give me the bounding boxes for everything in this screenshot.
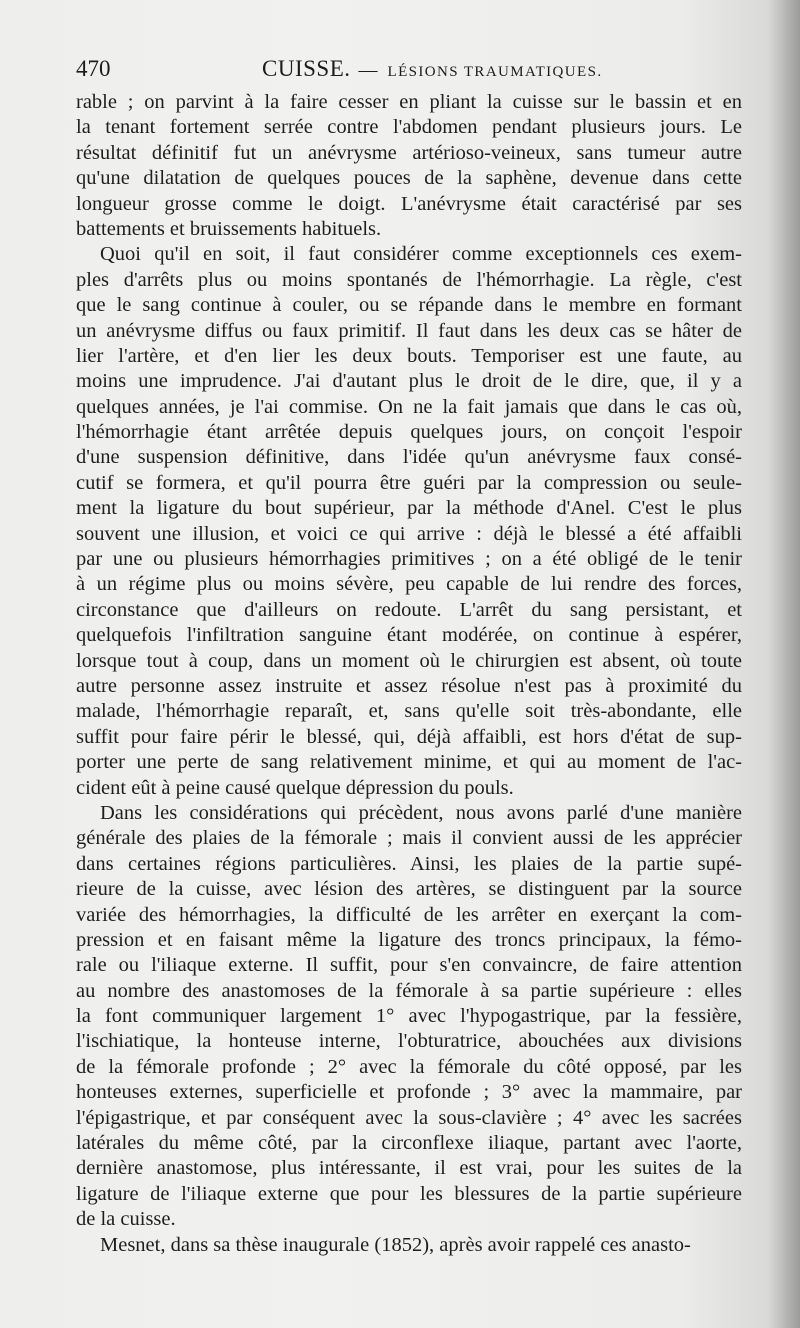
text-line: rable ; on parvint à la faire cesser en pliant la cuisse sur le bassin et en bbox=[76, 91, 742, 113]
text-line: d'une suspension définitive, dans l'idée qu'un anévrysme faux consé- bbox=[76, 446, 742, 469]
text-line: résultat définitif fut un anévrysme artérioso-veineux, sans tumeur autre bbox=[76, 141, 742, 164]
text-line: ples d'arrêts plus ou moins spontanés de l'hémorrhagie. La règle, c'est bbox=[76, 268, 742, 291]
text-line: ment la ligature du bout supérieur, par la méthode d'Anel. C'est le plus bbox=[76, 497, 742, 520]
text-line: Dans les considérations qui précèdent, nous avons parlé d'une manière bbox=[100, 801, 742, 824]
text-line: quelques années, je l'ai commise. On ne la fait jamais que dans le cas où, bbox=[76, 395, 742, 418]
text-line: malade, l'hémorrhagie reparaît, et, sans qu'elle soit très-abondante, elle bbox=[76, 700, 742, 723]
text-line: générale des plaies de la fémorale ; mais il convient aussi de les apprécier bbox=[76, 827, 742, 850]
text-line: porter une perte de sang relativement minime, et qui au moment de l'ac- bbox=[76, 751, 742, 774]
text-line: dernière anastomose, plus intéressante, il est vrai, pour les suites de la bbox=[76, 1157, 742, 1180]
body-text bbox=[76, 90, 742, 1258]
text-line: quelquefois l'infiltration sanguine étant modérée, on continue à espérer, bbox=[76, 624, 742, 647]
text-line: l'hémorrhagie étant arrêtée depuis quelques jours, on conçoit l'espoir bbox=[76, 421, 742, 444]
running-head-subtitle: LÉSIONS TRAUMATIQUES. bbox=[387, 64, 603, 80]
text-line: lorsque tout à coup, dans un moment où le chirurgien est absent, où toute bbox=[76, 649, 742, 672]
running-head-separator: — bbox=[358, 60, 378, 81]
text-line: que le sang continue à couler, ou se répande dans le membre en formant bbox=[76, 294, 742, 317]
text-line: Quoi qu'il en soit, il faut considérer comme exceptionnels ces exem- bbox=[100, 243, 742, 266]
text-line: moins une imprudence. J'ai d'autant plus le droit de le dire, que, il y a bbox=[76, 370, 742, 393]
running-head-title: CUISSE. bbox=[262, 56, 351, 81]
text-line: cident eût à peine causé quelque dépression du pouls. bbox=[76, 776, 514, 799]
text-line: longueur grosse comme le doigt. L'anévrysme était caractérisé par ses bbox=[76, 192, 742, 215]
text-line: suffit pour faire périr le blessé, qui, déjà affaibli, est hors d'état de sup- bbox=[76, 725, 742, 748]
text-line: par une ou plusieurs hémorrhagies primitives ; on a été obligé de le tenir bbox=[76, 548, 742, 571]
running-head bbox=[262, 56, 602, 82]
text-line: variée des hémorrhagies, la difficulté de les arrêter en exerçant la com- bbox=[76, 903, 742, 926]
page-number: 470 bbox=[76, 56, 111, 81]
text-line: l'épigastrique, et par conséquent avec la sous-clavière ; 4° avec les sacrées bbox=[76, 1106, 742, 1129]
page-header bbox=[76, 56, 756, 86]
text-line: circonstance que d'ailleurs on redoute. L'arrêt du sang persistant, et bbox=[76, 598, 742, 621]
text-line: un anévrysme diffus ou faux primitif. Il faut dans les deux cas se hâter de bbox=[76, 319, 742, 342]
text-line: de la cuisse. bbox=[76, 1208, 176, 1231]
text-line: latérales du même côté, par la circonflexe iliaque, partant avec l'aorte, bbox=[76, 1132, 742, 1155]
text-line: dans certaines régions particulières. Ainsi, les plaies de la partie supé- bbox=[76, 852, 742, 875]
text-line: ligature de l'iliaque externe que pour les blessures de la partie supérieure bbox=[76, 1182, 742, 1205]
text-line: Mesnet, dans sa thèse inaugurale (1852), après avoir rappelé ces anasto- bbox=[100, 1233, 691, 1256]
text-line: rieure de la cuisse, avec lésion des artères, se distinguent par la source bbox=[76, 878, 742, 901]
text-line: souvent une illusion, et voici ce qui arrive : déjà le blessé a été affaibli bbox=[76, 522, 742, 545]
text-line: cutif se formera, et qu'il pourra être guéri par la compression ou seule- bbox=[76, 471, 742, 494]
text-line: qu'une dilatation de quelques pouces de la saphène, devenue dans cette bbox=[76, 167, 742, 190]
text-line: autre personne assez instruite et assez résolue n'est pas à proximité du bbox=[76, 674, 742, 697]
text-line: de la fémorale profonde ; 2° avec la fémorale du côté opposé, par les bbox=[76, 1055, 742, 1078]
text-line: la font communiquer largement 1° avec l'hypogastrique, par la fessière, bbox=[76, 1005, 742, 1028]
text-line: pression et en faisant même la ligature des troncs principaux, la fémo- bbox=[76, 928, 742, 951]
text-line: l'ischiatique, la honteuse interne, l'obturatrice, abouchées aux divisions bbox=[76, 1030, 742, 1053]
text-line: à un régime plus ou moins sévère, peu capable de lui rendre des forces, bbox=[76, 573, 742, 596]
text-line: au nombre des anastomoses de la fémorale à sa partie supérieure : elles bbox=[76, 979, 742, 1002]
text-line: honteuses externes, superficielle et profonde ; 3° avec la mammaire, par bbox=[76, 1081, 742, 1104]
text-line: battements et bruissements habituels. bbox=[76, 217, 382, 240]
text-line: la tenant fortement serrée contre l'abdomen pendant plusieurs jours. Le bbox=[76, 116, 742, 139]
text-line: rale ou l'iliaque externe. Il suffit, pour s'en convaincre, de faire attention bbox=[76, 954, 742, 977]
text-line: lier l'artère, et d'en lier les deux bouts. Temporiser est une faute, au bbox=[76, 344, 742, 367]
